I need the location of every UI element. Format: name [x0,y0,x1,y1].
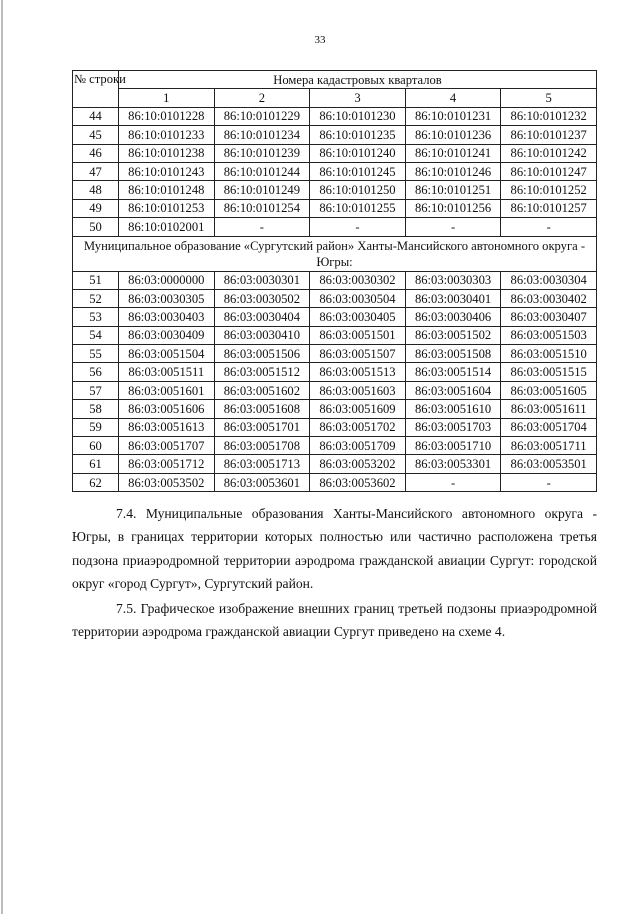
table-row [73,218,597,236]
cadastral-number-cell: 86:10:0101241 [405,144,501,162]
table-row [73,126,597,144]
cadastral-number-cell: 86:03:0030303 [405,271,501,289]
table-header-row [73,71,597,89]
row-number: 57 [73,381,119,399]
cadastral-number-cell: 86:03:0053602 [310,473,406,491]
cadastral-number-cell: 86:03:0051603 [310,381,406,399]
cadastral-number-cell: - [310,218,406,236]
cadastral-number-cell: 86:03:0051609 [310,400,406,418]
cadastral-number-cell: 86:03:0051507 [310,345,406,363]
cadastral-number-cell: - [405,473,501,491]
cadastral-number-cell: 86:03:0051605 [501,381,597,399]
column-index: 2 [214,89,310,107]
cadastral-number-cell: 86:03:0030404 [214,308,310,326]
cadastral-number-cell: 86:03:0051709 [310,437,406,455]
cadastral-number-cell: 86:03:0051712 [119,455,215,473]
cadastral-number-cell: - [405,218,501,236]
cadastral-number-cell: 86:03:0051711 [501,437,597,455]
page-number: 33 [314,34,326,46]
cadastral-number-cell: 86:03:0051701 [214,418,310,436]
cadastral-number-cell: 86:03:0051508 [405,345,501,363]
cadastral-number-cell: 86:10:0101230 [310,107,406,125]
cadastral-number-cell: 86:03:0030402 [501,289,597,307]
row-number: 47 [73,162,119,180]
cadastral-number-cell: 86:03:0051606 [119,400,215,418]
cadastral-number-cell: 86:10:0101253 [119,199,215,217]
cadastral-number-cell: 86:03:0030301 [214,271,310,289]
cadastral-number-cell: 86:10:0101246 [405,162,501,180]
column-index: 5 [501,89,597,107]
cadastral-number-cell: 86:03:0051504 [119,345,215,363]
cadastral-number-cell: 86:03:0053301 [405,455,501,473]
row-number: 61 [73,455,119,473]
cadastral-number-cell: 86:10:0101243 [119,162,215,180]
row-number-header: № строки [73,71,119,108]
cadastral-number-cell: 86:03:0051704 [501,418,597,436]
paragraph-7-4: 7.4. Муниципальные образования Ханты-Мансийского автономного округа - Югры, в границах территории которых полностью или частично расположена третья подзона приаэродромной территории аэродрома гражданской авиации Сургут: городской округ «город Сургут», Сургутский район. [72,505,597,592]
cadastral-number-cell: 86:10:0101239 [214,144,310,162]
cadastral-number-cell: 86:03:0051710 [405,437,501,455]
cadastral-number-cell: 86:03:0051708 [214,437,310,455]
cadastral-number-cell: 86:10:0101256 [405,199,501,217]
cadastral-number-cell: 86:03:0030403 [119,308,215,326]
cadastral-number-cell: 86:03:0051502 [405,326,501,344]
cadastral-number-cell: 86:03:0051713 [214,455,310,473]
row-number: 60 [73,437,119,455]
cadastral-number-cell: 86:03:0051513 [310,363,406,381]
cadastral-number-cell: 86:03:0051602 [214,381,310,399]
cadastral-number-cell: 86:10:0101228 [119,107,215,125]
table-row [73,363,597,381]
cadastral-number-cell: 86:03:0030304 [501,271,597,289]
row-number: 48 [73,181,119,199]
table-row [73,455,597,473]
cadastral-number-cell: 86:03:0051707 [119,437,215,455]
cadastral-number-cell: 86:03:0051611 [501,400,597,418]
cadastral-number-cell: 86:03:0053502 [119,473,215,491]
cadastral-number-cell: 86:10:0101234 [214,126,310,144]
row-number: 55 [73,345,119,363]
cadastral-number-cell: 86:10:0101242 [501,144,597,162]
cadastral-number-cell: 86:03:0030302 [310,271,406,289]
cadastral-number-cell: 86:03:0051702 [310,418,406,436]
cadastral-number-cell: 86:03:0030410 [214,326,310,344]
cadastral-number-cell: 86:10:0101254 [214,199,310,217]
row-number: 56 [73,363,119,381]
cadastral-number-cell: 86:03:0051501 [310,326,406,344]
row-number: 54 [73,326,119,344]
cadastral-number-cell: 86:03:0051512 [214,363,310,381]
cadastral-number-cell: 86:03:0051703 [405,418,501,436]
row-number: 50 [73,218,119,236]
cadastral-number-cell: 86:10:0101235 [310,126,406,144]
row-number: 49 [73,199,119,217]
table-row [73,199,597,217]
cadastral-number-cell: 86:03:0051506 [214,345,310,363]
cadastral-number-cell: 86:03:0051608 [214,400,310,418]
cadastral-number-cell: 86:03:0030405 [310,308,406,326]
cadastral-number-cell: 86:03:0051601 [119,381,215,399]
row-number: 52 [73,289,119,307]
column-index: 3 [310,89,406,107]
cadastral-number-cell: 86:03:0051503 [501,326,597,344]
row-number: 53 [73,308,119,326]
row-number: 45 [73,126,119,144]
row-number: 51 [73,271,119,289]
table-row [73,162,597,180]
page-edge [1,0,3,914]
section-row [73,236,597,271]
cadastral-number-cell: 86:03:0051510 [501,345,597,363]
cadastral-number-cell: 86:03:0051613 [119,418,215,436]
cadastral-number-cell: 86:10:0102001 [119,218,215,236]
table-row [73,326,597,344]
cadastral-number-cell: - [501,218,597,236]
cadastral-number-cell: 86:10:0101232 [501,107,597,125]
cadastral-number-cell: 86:10:0101257 [501,199,597,217]
cadastral-number-cell: 86:03:0051514 [405,363,501,381]
table-row [73,181,597,199]
cadastral-number-cell: 86:10:0101251 [405,181,501,199]
table-row [73,308,597,326]
table-row [73,437,597,455]
cadastral-number-cell: 86:03:0051511 [119,363,215,381]
cadastral-number-cell: 86:10:0101236 [405,126,501,144]
cadastral-number-cell: 86:10:0101250 [310,181,406,199]
column-index: 4 [405,89,501,107]
cadastral-number-cell: 86:03:0030401 [405,289,501,307]
table-row [73,271,597,289]
table-row [73,289,597,307]
cadastral-number-cell: 86:10:0101249 [214,181,310,199]
cadastral-number-cell: - [501,473,597,491]
cadastral-number-cell: 86:10:0101231 [405,107,501,125]
table-row [73,381,597,399]
cadastral-number-cell: 86:03:0053501 [501,455,597,473]
cadastral-table [72,70,597,492]
cadastral-number-cell: 86:03:0053202 [310,455,406,473]
cadastral-number-cell: 86:10:0101245 [310,162,406,180]
cadastral-number-cell: 86:03:0030407 [501,308,597,326]
cadastral-number-cell: 86:10:0101255 [310,199,406,217]
cadastral-number-cell: 86:03:0053601 [214,473,310,491]
cadastral-number-cell: 86:10:0101252 [501,181,597,199]
cadastral-number-cell: 86:10:0101237 [501,126,597,144]
table-row [73,144,597,162]
row-number: 46 [73,144,119,162]
cadastral-number-cell: 86:03:0030502 [214,289,310,307]
cadastral-number-cell: 86:10:0101229 [214,107,310,125]
cadastral-group-header: Номера кадастровых кварталов [119,71,597,89]
cadastral-number-cell: 86:03:0051604 [405,381,501,399]
cadastral-number-cell: 86:10:0101244 [214,162,310,180]
cadastral-number-cell: 86:03:0030409 [119,326,215,344]
table-row [73,400,597,418]
cadastral-number-cell: 86:10:0101248 [119,181,215,199]
column-index-row [73,89,597,107]
section-title: Муниципальное образование «Сургутский район» Ханты-Мансийского автономного округа - Югры: [73,236,597,271]
row-number: 44 [73,107,119,125]
cadastral-number-cell: 86:10:0101233 [119,126,215,144]
column-index: 1 [119,89,215,107]
table-row [73,418,597,436]
table-row [73,345,597,363]
table-row [73,107,597,125]
row-number: 58 [73,400,119,418]
row-number: 59 [73,418,119,436]
cadastral-number-cell: - [214,218,310,236]
cadastral-number-cell: 86:10:0101240 [310,144,406,162]
cadastral-number-cell: 86:03:0030504 [310,289,406,307]
cadastral-number-cell: 86:10:0101247 [501,162,597,180]
cadastral-number-cell: 86:03:0000000 [119,271,215,289]
cadastral-number-cell: 86:03:0051610 [405,400,501,418]
paragraph-7-5: 7.5. Графическое изображение внешних границ третьей подзоны приаэродромной территории аэродрома гражданской авиации Сургут приведено на схеме 4. [72,600,597,640]
cadastral-number-cell: 86:03:0030305 [119,289,215,307]
row-number: 62 [73,473,119,491]
table-row [73,473,597,491]
cadastral-number-cell: 86:10:0101238 [119,144,215,162]
cadastral-number-cell: 86:03:0030406 [405,308,501,326]
cadastral-number-cell: 86:03:0051515 [501,363,597,381]
